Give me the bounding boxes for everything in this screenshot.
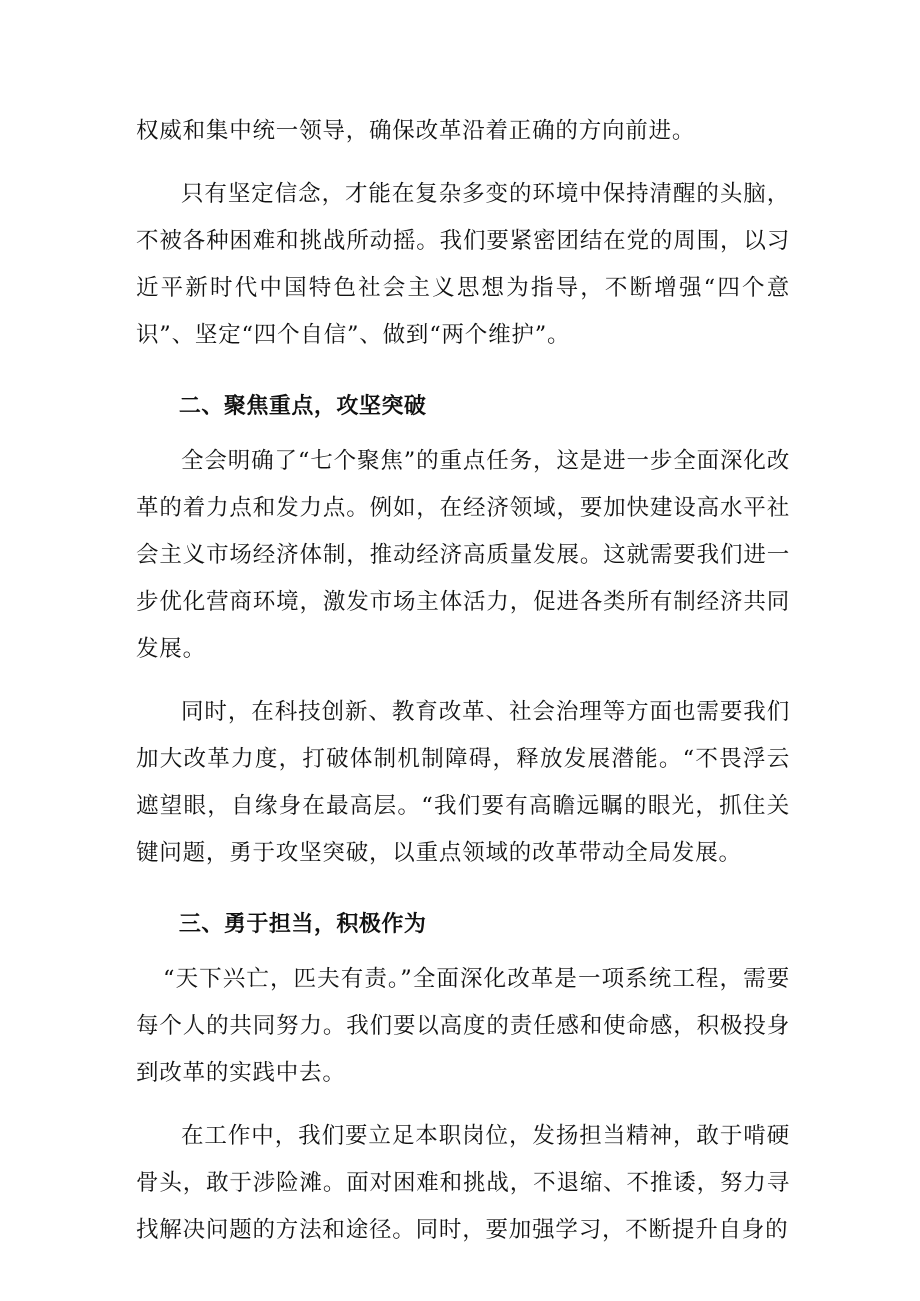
- paragraph-continued: 权威和集中统一领导，确保改革沿着正确的方向前进。: [136, 118, 696, 144]
- paragraph-at-work: 在工作中，我们要立足本职岗位，发扬担当精神，敢于啃硬骨头，敢于涉险滩。面对困难和挑战，不退缩、不推诿，努力寻找解决问题的方法和途径。同时，要加强学习，不断提升自身的: [136, 1123, 790, 1243]
- paragraph-seven-focuses: 全会明确了“七个聚焦”的重点任务，这是进一步全面深化改革的着力点和发力点。例如，在经济领域，要加快建设高水平社会主义市场经济体制，推动经济高质量发展。这就需要我们进一步优化营商环境，激发市场主体活力，促进各类所有制经济共同发展。: [136, 448, 790, 662]
- paragraph-firm-belief: 只有坚定信念，才能在复杂多变的环境中保持清醒的头脑，不被各种困难和挑战所动摇。我们要紧密团结在党的周围，以习近平新时代中国特色社会主义思想为指导，不断增强“四个意识”、坚定“四个自信”、做到“两个维护”。: [136, 181, 790, 348]
- document-body: [136, 108, 790, 1254]
- section-heading-three: 三、勇于担当，积极作为: [178, 912, 427, 937]
- paragraph-reform-efforts: 同时，在科技创新、教育改革、社会治理等方面也需要我们加大改革力度，打破体制机制障碍，释放发展潜能。“不畏浮云遮望眼，自缘身在最高层。“我们要有高瞻远瞩的眼光，抓住关键问题，勇于攻坚突破，以重点领域的改革带动全局发展。: [136, 699, 790, 866]
- paragraph-responsibility: “天下兴亡，匹夫有责。”全面深化改革是一项系统工程，需要每个人的共同努力。我们要以高度的责任感和使命感，积极投身到改革的实践中去。: [136, 966, 790, 1086]
- section-heading-two: 二、聚焦重点，攻坚突破: [178, 394, 427, 419]
